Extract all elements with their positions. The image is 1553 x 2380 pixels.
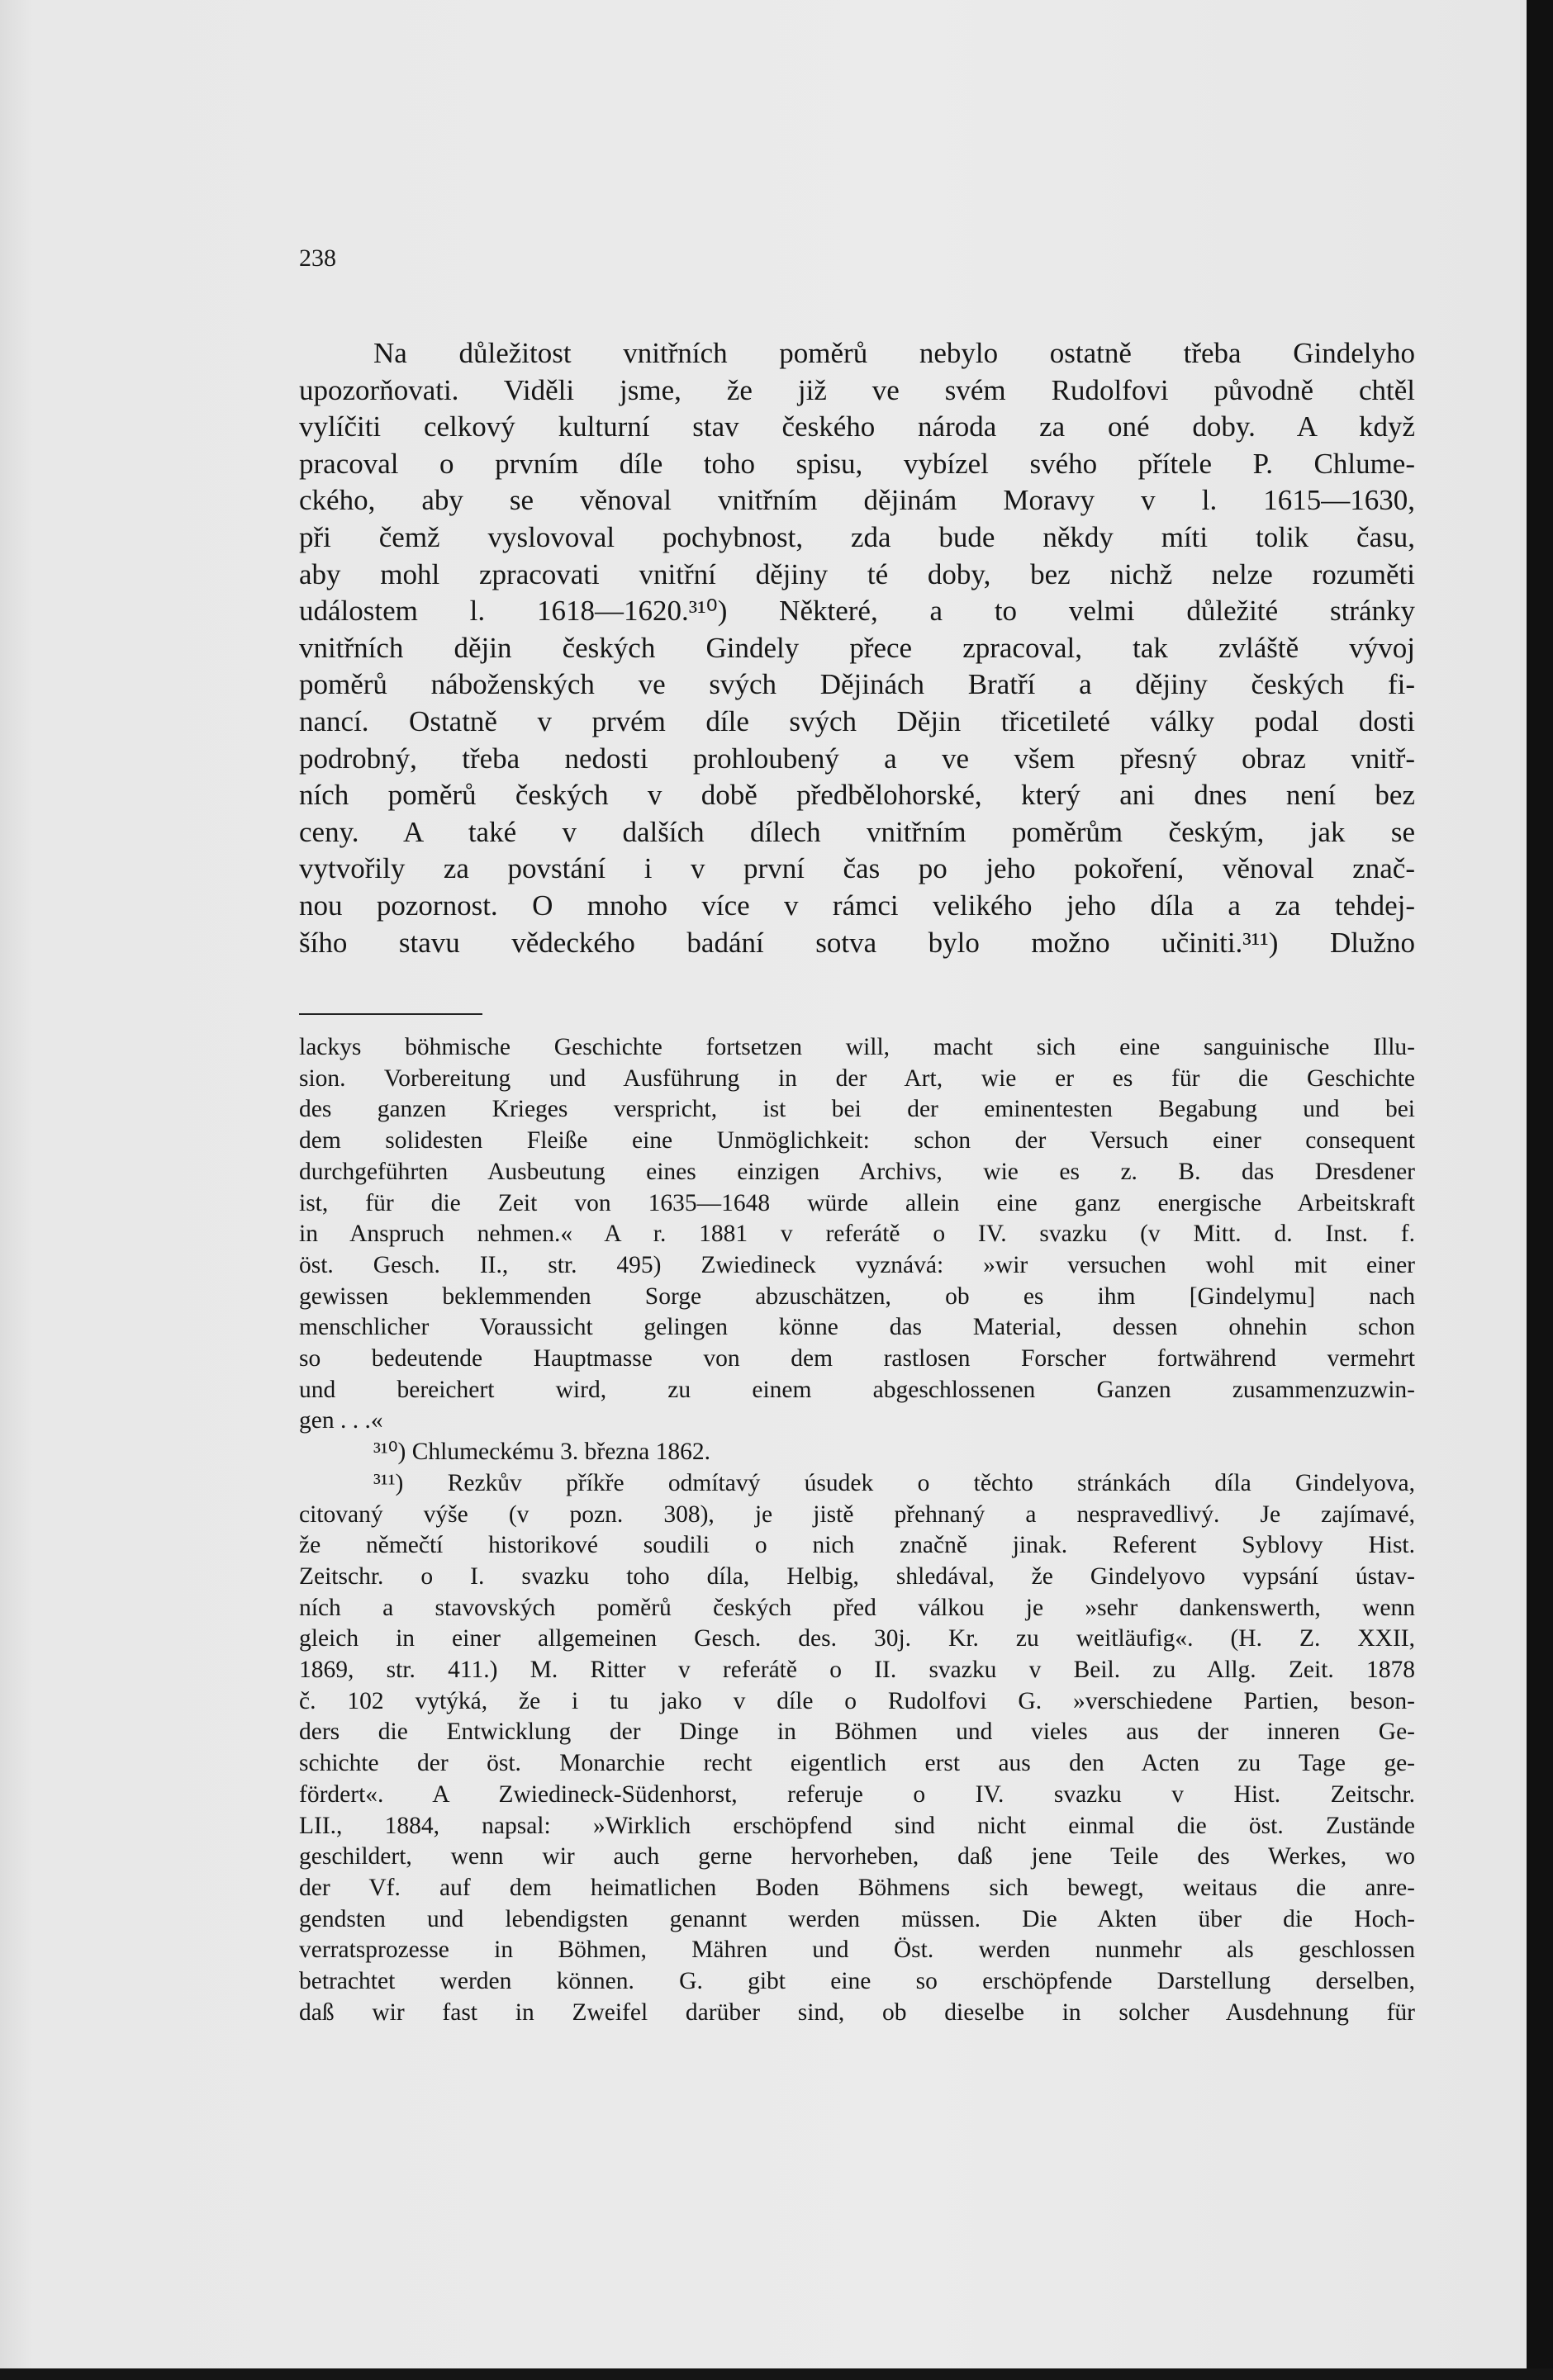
footnote-311-line: gleich in einer allgemeinen Gesch. des. 30j. Kr. zu weitläufig«. (H. Z. XXII, (299, 1625, 1415, 1652)
footnote-311-line: ³¹¹) Rezkův příkře odmítavý úsudek o těchto stránkách díla Gindelyova, (373, 1469, 1415, 1496)
footnote-continuation-line: menschlicher Voraussicht gelingen könne das Material, dessen ohnehin schon (299, 1314, 1415, 1341)
footnote-311-line: schichte der öst. Monarchie recht eigentlich erst aus den Acten zu Tage ge- (299, 1750, 1415, 1777)
footnote-311-line: verratsprozesse in Böhmen, Mähren und Öst. werden nunmehr als geschlossen (299, 1937, 1415, 1964)
footnote-continuation-line: öst. Gesch. II., str. 495) Zwiedineck vyznává: »wir versuchen wohl mit einer (299, 1251, 1415, 1278)
footnote-311-line: daß wir fast in Zweifel darüber sind, ob dieselbe in solcher Ausdehnung für (299, 1998, 1415, 2026)
main-text-line: poměrů náboženských ve svých Dějinách Bratří a dějiny českých fi- (299, 668, 1415, 701)
main-text-line: nancí. Ostatně v prvém díle svých Dějin třicetileté války podal dosti (299, 705, 1415, 737)
main-text-line: šího stavu vědeckého badání sotva bylo možno učiniti.³¹¹) Dlužno (299, 926, 1415, 959)
footnote-continuation-line: so bedeutende Hauptmasse von dem rastlosen Forscher fortwährend vermehrt (299, 1345, 1415, 1372)
footnote-continuation-line: in Anspruch nehmen.« A r. 1881 v referátě o IV. svazku (v Mitt. d. Inst. f. (299, 1221, 1415, 1248)
main-text-line: vnitřních dějin českých Gindely přece zpracoval, tak zvláště vývoj (299, 631, 1415, 664)
footnote-311-line: betrachtet werden können. G. gibt eine so erschöpfende Darstellung derselben, (299, 1968, 1415, 1994)
main-text-line: upozorňovati. Viděli jsme, že již ve svém Rudolfovi původně chtěl (299, 373, 1415, 406)
main-text-line: při čemž vyslovoval pochybnost, zda bude někdy míti tolik času, (299, 521, 1415, 553)
main-text-line: nou pozornost. O mnoho více v rámci velikého jeho díla a za tehdej- (299, 889, 1415, 922)
footnote-separator (299, 1013, 482, 1015)
footnote-311-line: fördert«. A Zwiedineck-Südenhorst, referuje o IV. svazku v Hist. Zeitschr. (299, 1780, 1415, 1808)
footnote-continuation-line: lackys böhmische Geschichte fortsetzen will, macht sich eine sanguinische Illu- (299, 1034, 1415, 1060)
footnote-continuation-line: sion. Vorbereitung und Ausführung in der Art, wie er es für die Geschichte (299, 1064, 1415, 1092)
main-text-line: ních poměrů českých v době předbělohorské, který ani dnes není bez (299, 779, 1415, 812)
main-text-line: vylíčiti celkový kulturní stav českého národa za oné doby. A když (299, 410, 1415, 443)
footnote-311-line: 1869, str. 411.) M. Ritter v referátě o II. svazku v Beil. zu Allg. Zeit. 1878 (299, 1657, 1415, 1683)
footnote-311-line: že němečtí historikové soudili o nich značně jinak. Referent Syblovy Hist. (299, 1532, 1415, 1559)
footnote-311-line: geschildert, wenn wir auch gerne hervorheben, daß jene Teile des Werkes, wo (299, 1843, 1415, 1870)
main-text-line: aby mohl zpracovati vnitřní dějiny té doby, bez nichž nelze rozuměti (299, 557, 1415, 590)
scan-edge-right (1527, 0, 1553, 2380)
page-number: 238 (299, 244, 336, 272)
footnote-continuation-line: ist, für die Zeit von 1635—1648 würde allein eine ganz energische Arbeitskraft (299, 1189, 1415, 1216)
footnote-continuation-line: des ganzen Krieges verspricht, ist bei der eminentesten Begabung und bei (299, 1096, 1415, 1123)
footnote-continuation-line: dem solidesten Fleiße eine Unmöglichkeit: schon der Versuch einer consequent (299, 1127, 1415, 1154)
scan-edge-bottom (0, 2368, 1553, 2380)
footnote-continuation-line: gen . . .« (299, 1407, 383, 1434)
main-text-line: pracoval o prvním díle toho spisu, vybízel svého přítele P. Chlume- (299, 447, 1415, 480)
footnote-311-line: Zeitschr. o I. svazku toho díla, Helbig, shledával, že Gindelyovo vypsání ústav- (299, 1562, 1415, 1590)
footnote-continuation-line: durchgeführten Ausbeutung eines einzigen Archivs, wie es z. B. das Dresdener (299, 1158, 1415, 1185)
footnote-311-line: LII., 1884, napsal: »Wirklich erschöpfend sind nicht einmal die öst. Zustände (299, 1812, 1415, 1839)
main-text-line: ceny. A také v dalších dílech vnitřním poměrům českým, jak se (299, 815, 1415, 848)
footnote-311-line: ders die Entwicklung der Dinge in Böhmen und vieles aus der inneren Ge- (299, 1719, 1415, 1746)
main-text-line: vytvořily za povstání i v první čas po jeho pokoření, věnoval znač- (299, 852, 1415, 885)
footnote-311-line: gendsten und lebendigsten genannt werden müssen. Die Akten über die Hoch- (299, 1905, 1415, 1932)
main-text-line: podrobný, třeba nedosti prohloubený a ve všem přesný obraz vnitř- (299, 742, 1415, 775)
footnote-311-line: ních a stavovských poměrů českých před válkou je »sehr dankenswerth, wenn (299, 1594, 1415, 1621)
footnote-310: ³¹⁰) Chlumeckému 3. března 1862. (373, 1439, 710, 1466)
footnote-continuation-line: und bereichert wird, zu einem abgeschlossenen Ganzen zusammenzuzwin- (299, 1376, 1415, 1403)
footnote-311-line: citovaný výše (v pozn. 308), je jistě přehnaný a nespravedlivý. Je zajímavé, (299, 1501, 1415, 1528)
main-text-line: Na důležitost vnitřních poměrů nebylo ostatně třeba Gindelyho (373, 337, 1415, 369)
footnote-311-line: der Vf. auf dem heimatlichen Boden Böhmens sich bewegt, weitaus die anre- (299, 1874, 1415, 1901)
main-text-line: ckého, aby se věnoval vnitřním dějinám Moravy v l. 1615—1630, (299, 484, 1415, 517)
footnote-311-line: č. 102 vytýká, že i tu jako v díle o Rudolfovi G. »verschiedene Partien, beson- (299, 1687, 1415, 1714)
footnote-continuation-line: gewissen beklemmenden Sorge abzuschätzen, ob es ihm [Gindelymu] nach (299, 1282, 1415, 1310)
main-text-line: událostem l. 1618—1620.³¹⁰) Některé, a to velmi důležité stránky (299, 595, 1415, 628)
